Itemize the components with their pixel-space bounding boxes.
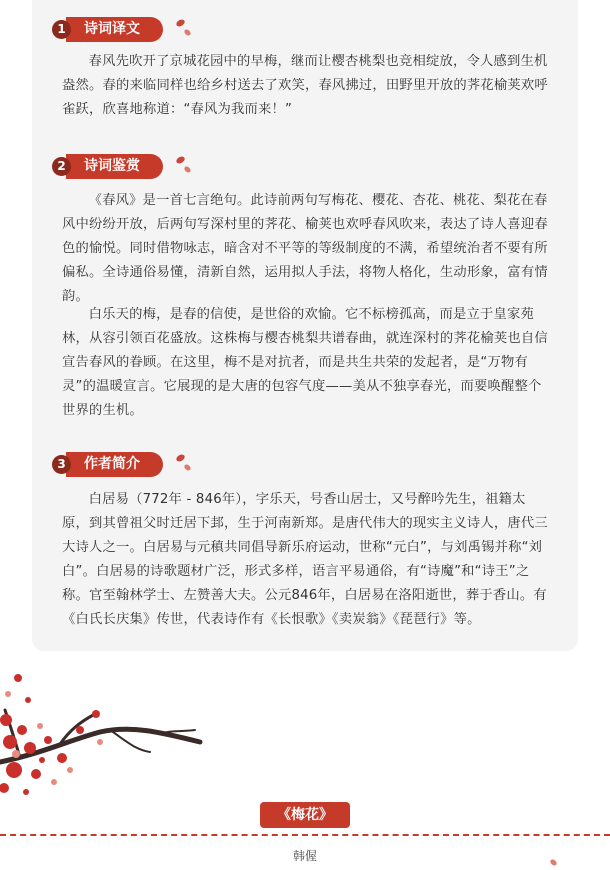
section-title: 诗词鉴赏 [66,154,163,179]
section-number-badge: 2 [52,157,71,176]
section-paragraph: 白居易（772年 - 846年），字乐天，号香山居士，又号醉吟先生，祖籍太原，到其曾祖父时迁居下邽，生于河南新郑。是唐代伟大的现实主义诗人，唐代三大诗人之一。白居易与元稹共同倡导新乐府运动，世称“元白”，与刘禹锡并称“刘白”。白居易的诗歌题材广泛，形式多样，语言平易通俗，有“诗魔”和“诗王”之称。官至翰林学士、左赞善大夫。公元846年，白居易在洛阳逝世，葬于香山。有《白氏长庆集》传世，代表诗作有《长恨歌》《卖炭翁》《琵琶行》等。 [62,492,548,627]
section-title: 作者简介 [66,452,163,477]
section-number-badge: 1 [52,20,71,39]
section-paragraph: 《春风》是一首七言绝句。此诗前两句写梅花、樱花、杏花、桃花、梨花在春风中纷纷开放，后两句写深村里的荠花、榆荚也欢呼春风吹来，表达了诗人喜迎春色的愉悦。同时借物咏志，暗含对不平等的等级制度的不满，希望统治者不要有所偏私。全诗通俗易懂，清新自然，运用拟人手法，将物人格化，生动形象，富有情韵。 [62,193,548,304]
section-paragraph: 春风先吹开了京城花园中的早梅，继而让樱杏桃梨也竞相绽放，令人感到生机盎然。春的来临同样也给乡村送去了欢笑，春风拂过，田野里开放的荠花榆荚欢呼雀跃，欣喜地称道：“春风为我而来！” [62,54,548,117]
section-paragraph: 白乐天的梅，是春的信使，是世俗的欢愉。它不标榜孤高，而是立于皇家苑林，从容引领百花盛放。这株梅与樱杏桃梨共谱春曲，就连深村的荠花榆荚也自信宣告春风的眷顾。在这里，梅不是对抗者，而是共生共荣的发起者，是“万物有灵”的温暖宣言。它展现的是大唐的包容气度——美从不独享春光，而要唤醒整个世界的生机。 [62,307,548,418]
dashed-divider [0,834,610,836]
plum-branch-illustration [0,670,210,810]
section-number-badge: 3 [52,455,71,474]
poem-title-badge: 《梅花》 [260,802,350,828]
section-title: 诗词译文 [66,17,163,42]
poem-author: 韩偓 [292,849,317,863]
